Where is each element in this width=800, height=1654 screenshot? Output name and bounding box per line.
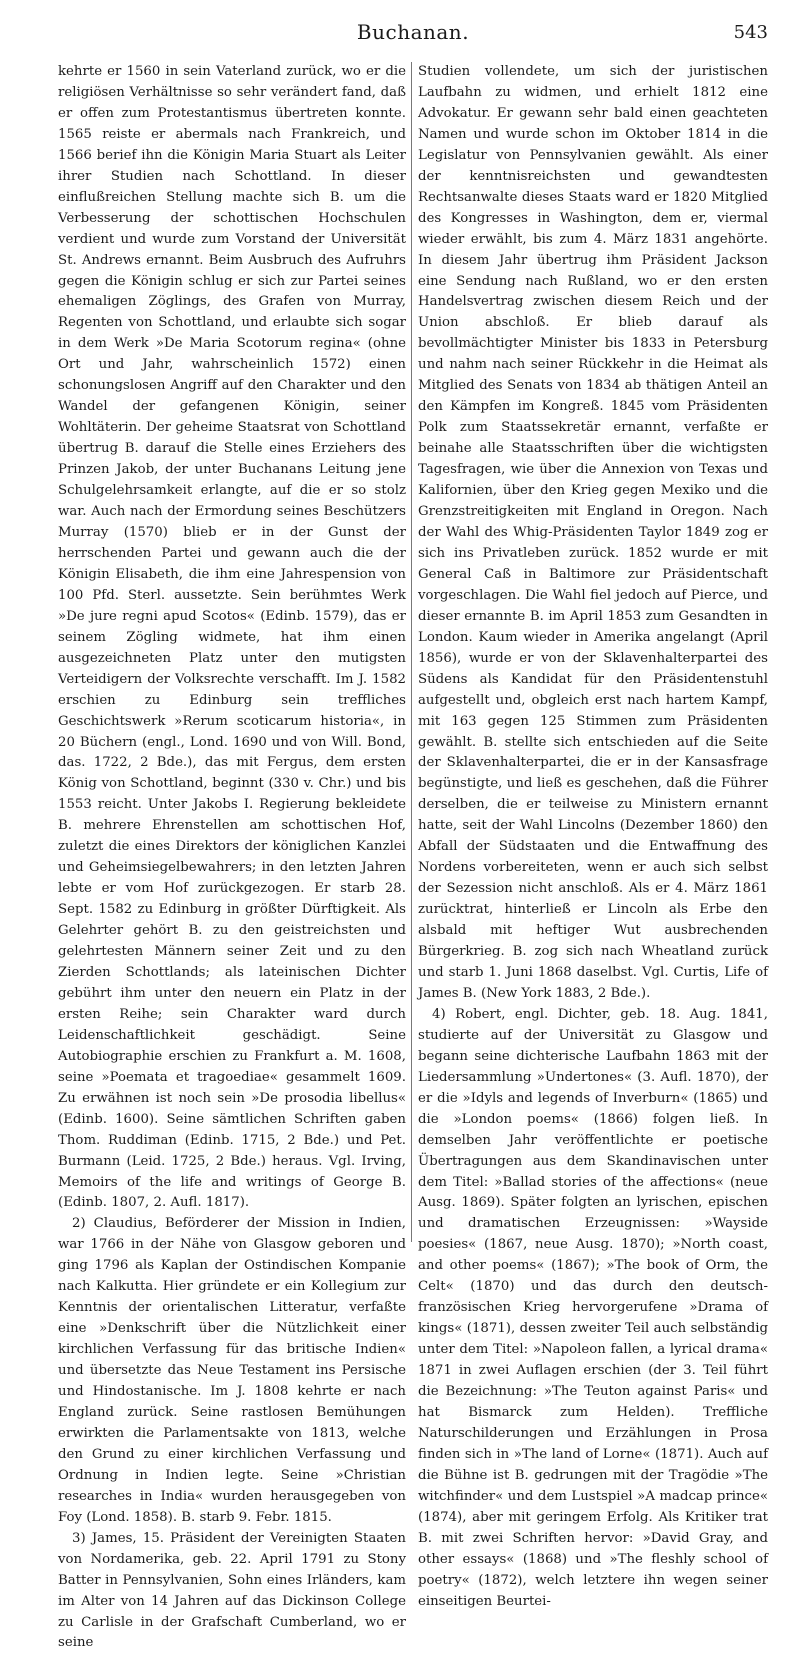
left-column [58, 62, 406, 1654]
entry-james: 3) James, 15. Präsident der Vereinigten Staaten von Nordamerika, geb. 22. April 1791 zu Stony Batter in Pennsylvanien, Sohn eines Irländers, kam im Alter von 14 Jahren auf das Dickinson College zu Carlisle in der Grafschaft Cumberland, wo er seine [58, 1530, 406, 1651]
entry-robert: 4) Robert, engl. Dichter, geb. 18. Aug. 1841, studierte auf der Universität zu Glasgow und begann seine dichterische Laufbahn 1863 mit der Liedersammlung »Undertones« (3. Aufl. 1870), der er die »Idyls and legends of Inverburn« (1865) und die »London poems« (1866) folgen ließ. In demselben Jahr veröffentlichte er poetische Übertragungen aus dem Skandinavischen unter dem Titel: »Ballad stories of the affections« (neue Ausg. 1869). Später folgten an lyrischen, epischen und dramatischen Erzeugnissen: »Wayside poesies« (1867, neue Ausg. 1870); »North coast, and other poems« (1867); »The book of Orm, the Celt« (1870) und das durch den deutsch-französischen Krieg hervorgerufene »Drama of kings« (1871), dessen zweiter Teil auch selbständig unter dem Titel: »Napoleon fallen, a lyrical drama« 1871 in zwei Auflagen erschien (der 3. Teil führt die Bezeichnung: »The Teuton against Paris« und hat Bismarck zum Helden). Treffliche Naturschilderungen und Erzählungen in Prosa finden sich in »The land of Lorne« (1871). Auch auf die Bühne ist B. gedrungen mit der Tragödie »The witchfinder« und dem Lustspiel »A madcap prince« (1874), aber mit geringem Erfolg. Als Kritiker trat B. mit zwei Schriften hervor: »David Gray, and other essays« (1868) und »The fleshly school of poetry« (1872), welch letztere ihn wegen seiner einseitigen Beurtei- [418, 1006, 768, 1609]
page-number: 543 [733, 22, 768, 43]
right-column [418, 62, 768, 1613]
running-head: Buchanan. [356, 20, 470, 44]
entry-claudius: 2) Claudius, Beförderer der Mission in Indien, war 1766 in der Nähe von Glasgow geboren und ging 1796 als Kaplan der Ostindischen Kompanie nach Kalkutta. Hier gründete er ein Kollegium zur Kenntnis der orientalischen Litteratur, verfaßte eine »Denkschrift über die Nützlichkeit einer kirchlichen Verfassung für das britische Indien« und übersetzte das Neue Testament ins Persische und Hindostanische. Im J. 1808 kehrte er nach England zurück. Seine rastlosen Bemühungen erwirkten die Parlamentsakte von 1813, welche den Grund zu einer kirchlichen Verfassung und Ordnung in Indien legte. Seine »Christian researches in India« wurden herausgegeben von Foy (Lond. 1858). B. starb 9. Febr. 1815. [58, 1216, 406, 1525]
paragraph-james-continuation: Studien vollendete, um sich der juristischen Laufbahn zu widmen, und erhielt 1812 eine Advokatur. Er gewann sehr bald einen geachteten Namen und wurde schon im Oktober 1814 in die Legislatur von Pennsylvanien gewählt. Als einer der kenntnisreichsten und gewandtesten Rechtsanwalte dieses Staats ward er 1820 Mitglied des Kongresses in Washington, dem er, viermal wieder erwählt, bis zum 4. März 1831 angehörte. In diesem Jahr übertrug ihm Präsident Jackson eine Sendung nach Rußland, wo er den ersten Handelsvertrag zwischen diesem Reich und der Union abschloß. Er blieb darauf als bevollmächtigter Minister bis 1833 in Petersburg und nahm nach seiner Rückkehr in die Heimat als Mitglied des Senats von 1834 ab thätigen Anteil an den Kämpfen im Kongreß. 1845 vom Präsidenten Polk zum Staatssekretär ernannt, verfaßte er beinahe alle Staatsschriften über die wichtigsten Tagesfragen, wie über die Annexion von Texas und Kalifornien, über den Krieg gegen Mexiko und die Grenzstreitigkeiten mit England in Oregon. Nach der Wahl des Whig-Präsidenten Taylor 1849 zog er sich ins Privatleben zurück. 1852 wurde er mit General Caß in Baltimore zur Präsidentschaft vorgeschlagen. Die Wahl fiel jedoch auf Pierce, und dieser ernannte B. im April 1853 zum Gesandten in London. Kaum wieder in Amerika angelangt (April 1856), wurde er von der Sklavenhalterpartei des Südens als Kandidat für den Präsidentenstuhl aufgestellt und, obgleich erst nach hartem Kampf, mit 163 gegen 125 Stimmen zum Präsidenten gewählt. B. stellte sich entschieden auf die Seite der Sklavenhalterpartei, die er in der Kansasfrage begünstigte, und ließ es geschehen, daß die Führer derselben, die er teilweise zu Ministern ernannt hatte, seit der Wahl Lincolns (Dezember 1860) den Abfall der Südstaaten und die Entwaffnung des Nordens vorbereiteten, wenn er auch sich selbst der Sezession nicht anschloß. Als er 4. März 1861 zurücktrat, hinterließ er Lincoln als Erbe den alsbald mit heftiger Wut ausbrechenden Bürgerkrieg. B. zog sich nach Wheatland zurück und starb 1. Juni 1868 daselbst. Vgl. Curtis, Life of James B. (New York 1883, 2 Bde.). [418, 64, 768, 1001]
paragraph-continuation: kehrte er 1560 in sein Vaterland zurück, wo er die religiösen Verhältnisse so sehr verändert fand, daß er offen zum Protestantismus übertreten konnte. 1565 reiste er abermals nach Frankreich, und 1566 berief ihn die Königin Maria Stuart als Leiter ihrer Studien nach Schottland. In dieser einflußreichen Stellung machte sich B. um die Verbesserung der schottischen Hochschulen verdient und wurde zum Vorstand der Universität St. Andrews ernannt. Beim Ausbruch des Aufruhrs gegen die Königin schlug er sich zur Partei seines ehemaligen Zöglings, des Grafen von Murray, Regenten von Schottland, und erlaubte sich sogar in dem Werk »De Maria Scotorum regina« (ohne Ort und Jahr, wahrscheinlich 1572) einen schonungslosen Angriff auf den Charakter und den Wandel der gefangenen Königin, seiner Wohltäterin. Der geheime Staatsrat von Schottland übertrug B. darauf die Stelle eines Erziehers des Prinzen Jakob, der unter Buchanans Leitung jene Schulgelehrsamkeit erlangte, auf die er so stolz war. Auch nach der Ermordung seines Beschützers Murray (1570) blieb er in der Gunst der herrschenden Partei und gewann auch die der Königin Elisabeth, die ihm eine Jahrespension von 100 Pfd. Sterl. aussetzte. Sein berühmtes Werk »De jure regni apud Scotos« (Edinb. 1579), das er seinem Zögling widmete, hat ihm einen ausgezeichneten Platz unter den mutigsten Verteidigern der Volksrechte verschafft. Im J. 1582 erschien zu Edinburg sein treffliches Geschichtswerk »Rerum scoticarum historia«, in 20 Büchern (engl., Lond. 1690 und von Will. Bond, das. 1722, 2 Bde.), das mit Fergus, dem ersten König von Schottland, beginnt (330 v. Chr.) und bis 1553 reicht. Unter Jakobs I. Regierung bekleidete B. mehrere Ehrenstellen am schottischen Hof, zuletzt die eines Direktors der königlichen Kanzlei und Geheimsiegelbewahrers; in den letzten Jahren lebte er vom Hof zurückgezogen. Er starb 28. Sept. 1582 zu Edinburg in größter Dürftigkeit. Als Gelehrter gehört B. zu den geistreichsten und gelehrtesten Männern seiner Zeit und zu den Zierden Schottlands; als lateinischen Dichter gebührt ihm unter den neuern ein Platz in der ersten Reihe; sein Charakter ward durch Leidenschaftlichkeit geschädigt. Seine Autobiographie erschien zu Frankfurt a. M. 1608, seine »Poemata et tragoediae« gesammelt 1609. Zu erwähnen ist noch sein »De prosodia libellus« (Edinb. 1600). Seine sämtlichen Schriften gaben Thom. Ruddiman (Edinb. 1715, 2 Bde.) und Pet. Burmann (Leid. 1725, 2 Bde.) heraus. Vgl. Irving, Memoirs of the life and writings of George B. (Edinb. 1807, 2. Aufl. 1817). [58, 64, 406, 1211]
column-divider [411, 62, 412, 1242]
page-header [58, 20, 768, 50]
